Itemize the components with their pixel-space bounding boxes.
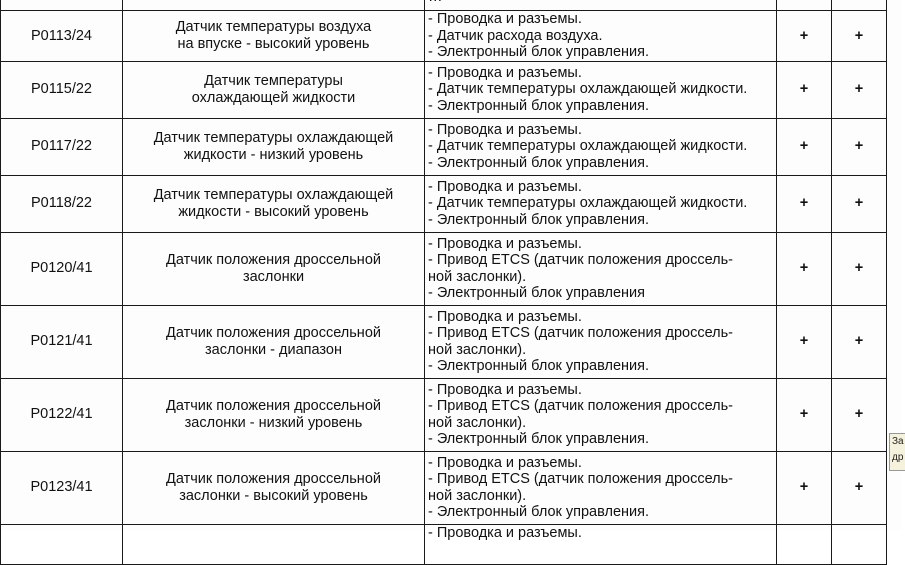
side-note-line-2: др bbox=[892, 452, 904, 463]
cause-line: - Электронный блок управления. bbox=[428, 44, 649, 60]
mark-column-2-cell: + bbox=[832, 232, 887, 305]
mark-column-2-cell: + bbox=[832, 11, 887, 62]
dtc-description-cell bbox=[123, 61, 425, 118]
dtc-code-cell: P0115/22 bbox=[1, 61, 123, 118]
mark-column-2-cell: + bbox=[832, 175, 887, 232]
dtc-causes-cell bbox=[425, 451, 777, 524]
mark-column-1-cell: + bbox=[777, 175, 832, 232]
side-note-fragment bbox=[889, 433, 905, 471]
cause-line: ной заслонки). bbox=[428, 341, 527, 358]
description-line: Датчик положения дроссельной bbox=[166, 252, 381, 268]
description-line: жидкости - высокий уровень bbox=[178, 203, 369, 220]
mark-column-2-cell bbox=[832, 0, 887, 11]
dtc-causes-cell bbox=[425, 11, 777, 62]
description-line: Датчик положения дроссельной bbox=[166, 325, 381, 341]
table-row bbox=[1, 451, 887, 524]
mark-column-1-cell: + bbox=[777, 378, 832, 451]
description-line: жидкости - низкий уровень bbox=[183, 146, 364, 163]
cause-line: - Электронный блок управления. bbox=[428, 154, 649, 171]
description-line: заслонки - низкий уровень bbox=[184, 414, 363, 431]
dtc-code-cell: P0122/41 bbox=[1, 378, 123, 451]
description-line: на впуске - высокий уровень bbox=[177, 35, 370, 52]
description-line: заслонки - диапазон bbox=[205, 341, 342, 358]
table-row bbox=[1, 0, 887, 11]
dtc-description-cell bbox=[123, 11, 425, 62]
cause-line: - Привод ETCS (датчик положения дроссель- bbox=[428, 252, 734, 268]
dtc-causes-cell bbox=[425, 305, 777, 378]
dtc-description-cell bbox=[123, 378, 425, 451]
table-row bbox=[1, 175, 887, 232]
mark-column-1-cell: + bbox=[777, 451, 832, 524]
mark-column-1-cell: + bbox=[777, 118, 832, 175]
dtc-description-cell bbox=[123, 175, 425, 232]
description-line: Датчик температуры воздуха bbox=[175, 19, 372, 36]
mark-column-1-cell: + bbox=[777, 61, 832, 118]
cause-line: - Электронный блок управления. bbox=[428, 211, 649, 228]
cause-line: - Электронный блок управления. bbox=[428, 504, 649, 520]
dtc-causes-cell bbox=[425, 0, 777, 11]
mark-column-2-cell: + bbox=[832, 378, 887, 451]
cause-line: - Проводка и разъемы. bbox=[428, 64, 582, 81]
side-note-line-1: За bbox=[892, 436, 904, 447]
dtc-causes-cell bbox=[425, 118, 777, 175]
dtc-description-cell bbox=[123, 524, 425, 564]
table-row bbox=[1, 305, 887, 378]
cause-line: ной заслонки). bbox=[428, 487, 527, 504]
cause-line: - Проводка и разъемы. bbox=[428, 381, 582, 398]
dtc-code-cell bbox=[1, 524, 123, 564]
cause-line bbox=[428, 0, 773, 6]
dtc-causes-cell bbox=[425, 61, 777, 118]
cause-line: - Электронный блок управления. bbox=[428, 358, 649, 374]
cause-line: - Датчик температуры охлаждающей жидкости. bbox=[428, 81, 748, 98]
mark-column-1-cell: + bbox=[777, 305, 832, 378]
dtc-code-cell bbox=[1, 0, 123, 11]
mark-column-2-cell: + bbox=[832, 61, 887, 118]
dtc-causes-cell bbox=[425, 175, 777, 232]
mark-column-1-cell bbox=[777, 0, 832, 11]
dtc-causes-cell bbox=[425, 232, 777, 305]
dtc-causes-cell bbox=[425, 378, 777, 451]
dtc-description-cell bbox=[123, 232, 425, 305]
dtc-code-cell: P0123/41 bbox=[1, 451, 123, 524]
cause-line: - Привод ETCS (датчик положения дроссель- bbox=[428, 471, 734, 487]
mark-column-1-cell: + bbox=[777, 11, 832, 62]
cause-line: - Электронный блок управления. bbox=[428, 431, 649, 447]
mark-column-2-cell: + bbox=[832, 451, 887, 524]
dtc-code-cell: P0113/24 bbox=[1, 11, 123, 62]
cause-line: - Проводка и разъемы. bbox=[428, 235, 582, 252]
cause-line: - Привод ETCS (датчик положения дроссель- bbox=[428, 398, 734, 414]
dtc-description-cell bbox=[123, 305, 425, 378]
table-row bbox=[1, 61, 887, 118]
cause-line: - Проводка и разъемы. bbox=[428, 454, 582, 471]
table-row bbox=[1, 232, 887, 305]
mark-column-1-cell bbox=[777, 524, 832, 564]
cause-line: - Проводка и разъемы. bbox=[428, 11, 582, 27]
description-line: заслонки - высокий уровень bbox=[179, 487, 368, 504]
dtc-code-cell: P0120/41 bbox=[1, 232, 123, 305]
dtc-description-cell bbox=[123, 451, 425, 524]
dtc-description-cell bbox=[123, 118, 425, 175]
dtc-causes-cell bbox=[425, 524, 777, 564]
table-row bbox=[1, 378, 887, 451]
dtc-code-cell: P0121/41 bbox=[1, 305, 123, 378]
cause-line: ной заслонки). bbox=[428, 414, 527, 431]
cause-line: - Датчик расхода воздуха. bbox=[428, 27, 603, 44]
dtc-code-cell: P0118/22 bbox=[1, 175, 123, 232]
cause-line: - Проводка и разъемы. bbox=[428, 178, 582, 195]
cause-line: - Проводка и разъемы. bbox=[428, 121, 582, 138]
description-line: охлаждающей жидкости bbox=[191, 89, 356, 106]
table-row bbox=[1, 524, 887, 564]
table-row bbox=[1, 11, 887, 62]
cause-line: ной заслонки). bbox=[428, 268, 527, 285]
cause-line: - Проводка и разъемы. bbox=[428, 308, 582, 325]
dtc-code-cell: P0117/22 bbox=[1, 118, 123, 175]
description-line: Датчик положения дроссельной bbox=[166, 471, 381, 487]
table-row bbox=[1, 118, 887, 175]
dtc-description-cell bbox=[123, 0, 425, 11]
cause-line: - Проводка и разъемы. bbox=[428, 524, 582, 541]
description-line: Датчик температуры охлаждающей bbox=[153, 187, 394, 203]
cause-line: - Датчик температуры охлаждающей жидкости. bbox=[428, 138, 748, 155]
mark-column-2-cell: + bbox=[832, 305, 887, 378]
description-line: Датчик температуры охлаждающей bbox=[153, 130, 394, 146]
description-line: заслонки bbox=[242, 268, 305, 285]
cause-line: - Привод ETCS (датчик положения дроссель- bbox=[428, 325, 734, 341]
cause-line: - Электронный блок управления. bbox=[428, 97, 649, 114]
dtc-table-body bbox=[1, 0, 887, 564]
mark-column-2-cell: + bbox=[832, 118, 887, 175]
cause-line: - Датчик температуры охлаждающей жидкости. bbox=[428, 195, 748, 212]
description-line: Датчик положения дроссельной bbox=[166, 398, 381, 414]
mark-column-2-cell bbox=[832, 524, 887, 564]
cause-line: - Электронный блок управления bbox=[428, 285, 645, 301]
description-line: Датчик температуры bbox=[204, 73, 343, 89]
mark-column-1-cell: + bbox=[777, 232, 832, 305]
